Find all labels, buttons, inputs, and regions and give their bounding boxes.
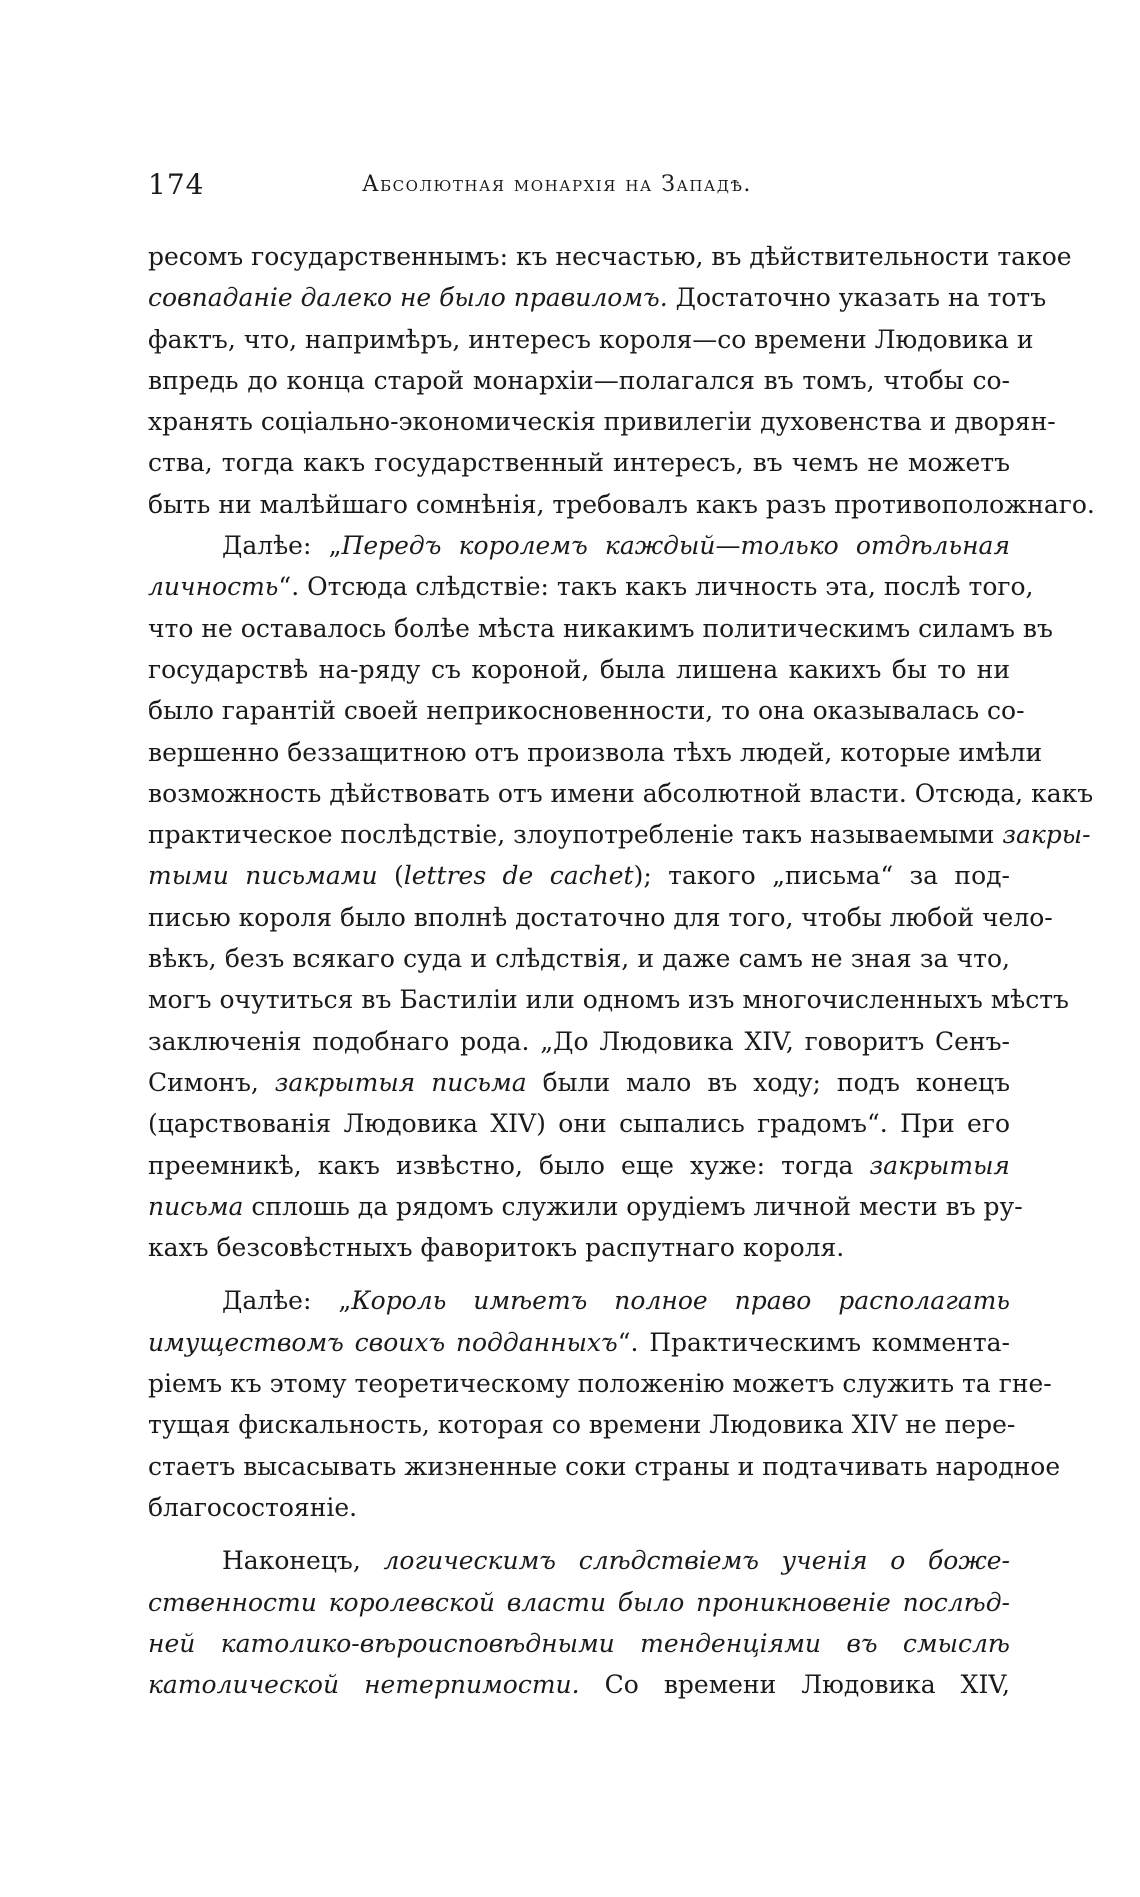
text-line: [148, 360, 1010, 401]
italic-run: ственности королевской власти было проникновеніе послѣд-: [148, 1587, 1010, 1617]
text-line: [148, 1540, 1010, 1581]
text-line: [148, 938, 1010, 979]
text-run: хранять соціально-экономическія привилегіи духовенства и дворян-: [148, 407, 1056, 437]
italic-run: Король имѣетъ полное право располагать: [351, 1286, 1010, 1316]
text-run: Со времени Людовика XIV,: [579, 1670, 1010, 1700]
text-run: вѣкъ, безъ всякаго суда и слѣдствія, и даже самъ не зная за что,: [148, 944, 1010, 974]
text-line: [148, 690, 1025, 731]
text-run: ства, тогда какъ государственный интересъ, въ чемъ не можетъ: [148, 448, 1010, 478]
italic-run: письма: [148, 1191, 244, 1221]
text-run: “. Отсюда слѣдствіе: такъ какъ личность эта, послѣ того,: [278, 572, 1034, 602]
text-line: [148, 525, 1010, 566]
body-text: [148, 236, 1095, 1705]
italic-run: личность: [148, 572, 279, 602]
italic-run: имуществомъ своихъ подданныхъ: [148, 1327, 618, 1357]
italic-run: тыми письмами: [148, 861, 378, 891]
paragraph: [148, 236, 1095, 525]
text-run: было гарантій своей неприкосновенности, то она оказывалась со-: [148, 696, 1025, 726]
text-run: могъ очутиться въ Бастиліи или одномъ изъ многочисленныхъ мѣстъ: [148, 985, 1069, 1015]
italic-run: Передъ королемъ каждый—только отдѣльная: [341, 531, 1010, 561]
text-line: [148, 732, 1043, 773]
text-run: тущая фискальность, которая со времени Людовика XIV не пере-: [148, 1410, 1016, 1440]
text-line: [148, 608, 1053, 649]
text-run: что не оставалось болѣе мѣста никакимъ политическимъ силамъ въ: [148, 613, 1053, 643]
text-run: Далѣе: „: [222, 1286, 352, 1316]
text-line: [148, 236, 1072, 277]
paragraph: [148, 525, 1094, 1268]
italic-run: совпаданіе далеко не было правиломъ.: [148, 283, 668, 313]
text-run: ріемъ къ этому теоретическому положенію можетъ служить та гне-: [148, 1369, 1052, 1399]
italic-run: закрытыя: [869, 1150, 1010, 1180]
text-run: государствѣ на-ряду съ короной, была лишена какихъ бы то ни: [148, 654, 1010, 684]
text-run: возможность дѣйствовать отъ имени абсолютной власти. Отсюда, какъ: [148, 778, 1094, 808]
text-line: [148, 1664, 1010, 1705]
text-line: [148, 319, 1034, 360]
text-line: [148, 773, 1094, 814]
text-run: (царствованія Людовика XIV) они сыпались градомъ“. При его: [148, 1109, 1010, 1139]
text-run: впредь до конца старой монархіи—полагался въ томъ, чтобы со-: [148, 365, 1010, 395]
text-line: [148, 401, 1056, 442]
text-line: [148, 855, 1010, 896]
text-line: [148, 1021, 1010, 1062]
text-line: [148, 1582, 1010, 1623]
paragraph: [148, 1280, 1061, 1528]
text-line: [148, 1363, 1052, 1404]
text-line: [148, 1404, 1016, 1445]
text-line: [148, 1227, 1010, 1268]
text-line: [148, 897, 1053, 938]
text-line: [148, 1322, 1010, 1363]
text-run: благосостояніе.: [148, 1492, 358, 1522]
running-title: Абсолютная монархія на Западѣ.: [362, 172, 752, 197]
text-line: [148, 1145, 1010, 1186]
page-header: [148, 168, 1010, 208]
text-run: стаетъ высасывать жизненные соки страны и подтачивать народное: [148, 1451, 1061, 1481]
text-run: Симонъ,: [148, 1067, 275, 1097]
text-run: вершенно беззащитною отъ произвола тѣхъ людей, которые имѣли: [148, 737, 1043, 767]
italic-run: lettres de cachet: [403, 861, 634, 891]
italic-run: логическимъ слѣдствіемъ ученія о боже-: [383, 1546, 1010, 1576]
text-run: Далѣе: „: [222, 531, 342, 561]
text-run: заключенія подобнаго рода. „До Людовика XIV, говоритъ Сенъ-: [148, 1026, 1010, 1056]
italic-run: закрытыя письма: [274, 1067, 527, 1097]
text-line: [148, 566, 1034, 607]
text-run: Достаточно указать на тотъ: [667, 283, 1047, 313]
text-run: преемникѣ, какъ извѣстно, было еще хуже: тогда: [148, 1150, 870, 1180]
text-line: [148, 1186, 1023, 1227]
text-line: [148, 1446, 1061, 1487]
text-run: “. Практическимъ коммента-: [617, 1327, 1011, 1357]
text-line: [148, 814, 1091, 855]
text-line: [148, 277, 1047, 318]
italic-run: католической нетерпимости.: [148, 1670, 580, 1700]
text-line: [148, 1062, 1010, 1103]
italic-run: закры-: [1002, 820, 1091, 850]
italic-run: ней католико-вѣроисповѣдными тенденціями въ смыслѣ: [148, 1628, 1010, 1658]
text-run: быть ни малѣйшаго сомнѣнія, требовалъ какъ разъ противоположнаго.: [148, 489, 1095, 519]
text-run: ресомъ государственнымъ: къ несчастью, въ дѣйствительности такое: [148, 242, 1072, 271]
text-line: [148, 1280, 1010, 1321]
text-line: [148, 649, 1010, 690]
page-number: 174: [148, 168, 205, 201]
text-run: Наконецъ,: [222, 1546, 384, 1576]
text-run: сплошь да рядомъ служили орудіемъ личной мести въ ру-: [243, 1191, 1023, 1221]
text-run: фактъ, что, напримѣръ, интересъ короля—со времени Людовика и: [148, 324, 1034, 354]
text-run: были мало въ ходу; подъ конецъ: [526, 1067, 1011, 1097]
text-line: [148, 1623, 1010, 1664]
text-line: [148, 979, 1069, 1020]
paragraph: [148, 1540, 1010, 1705]
text-run: кахъ безсовѣстныхъ фаворитокъ распутнаго короля.: [148, 1233, 845, 1263]
text-line: [148, 442, 1010, 483]
text-run: (: [377, 861, 404, 891]
text-line: [148, 1103, 1010, 1144]
text-run: ); такого „письма“ за под-: [633, 861, 1010, 891]
text-run: практическое послѣдствіе, злоупотребленіе такъ называемыми: [148, 820, 1003, 850]
text-line: [148, 1487, 1010, 1528]
text-line: [148, 484, 1095, 525]
text-run: писью короля было вполнѣ достаточно для того, чтобы любой чело-: [148, 902, 1053, 932]
